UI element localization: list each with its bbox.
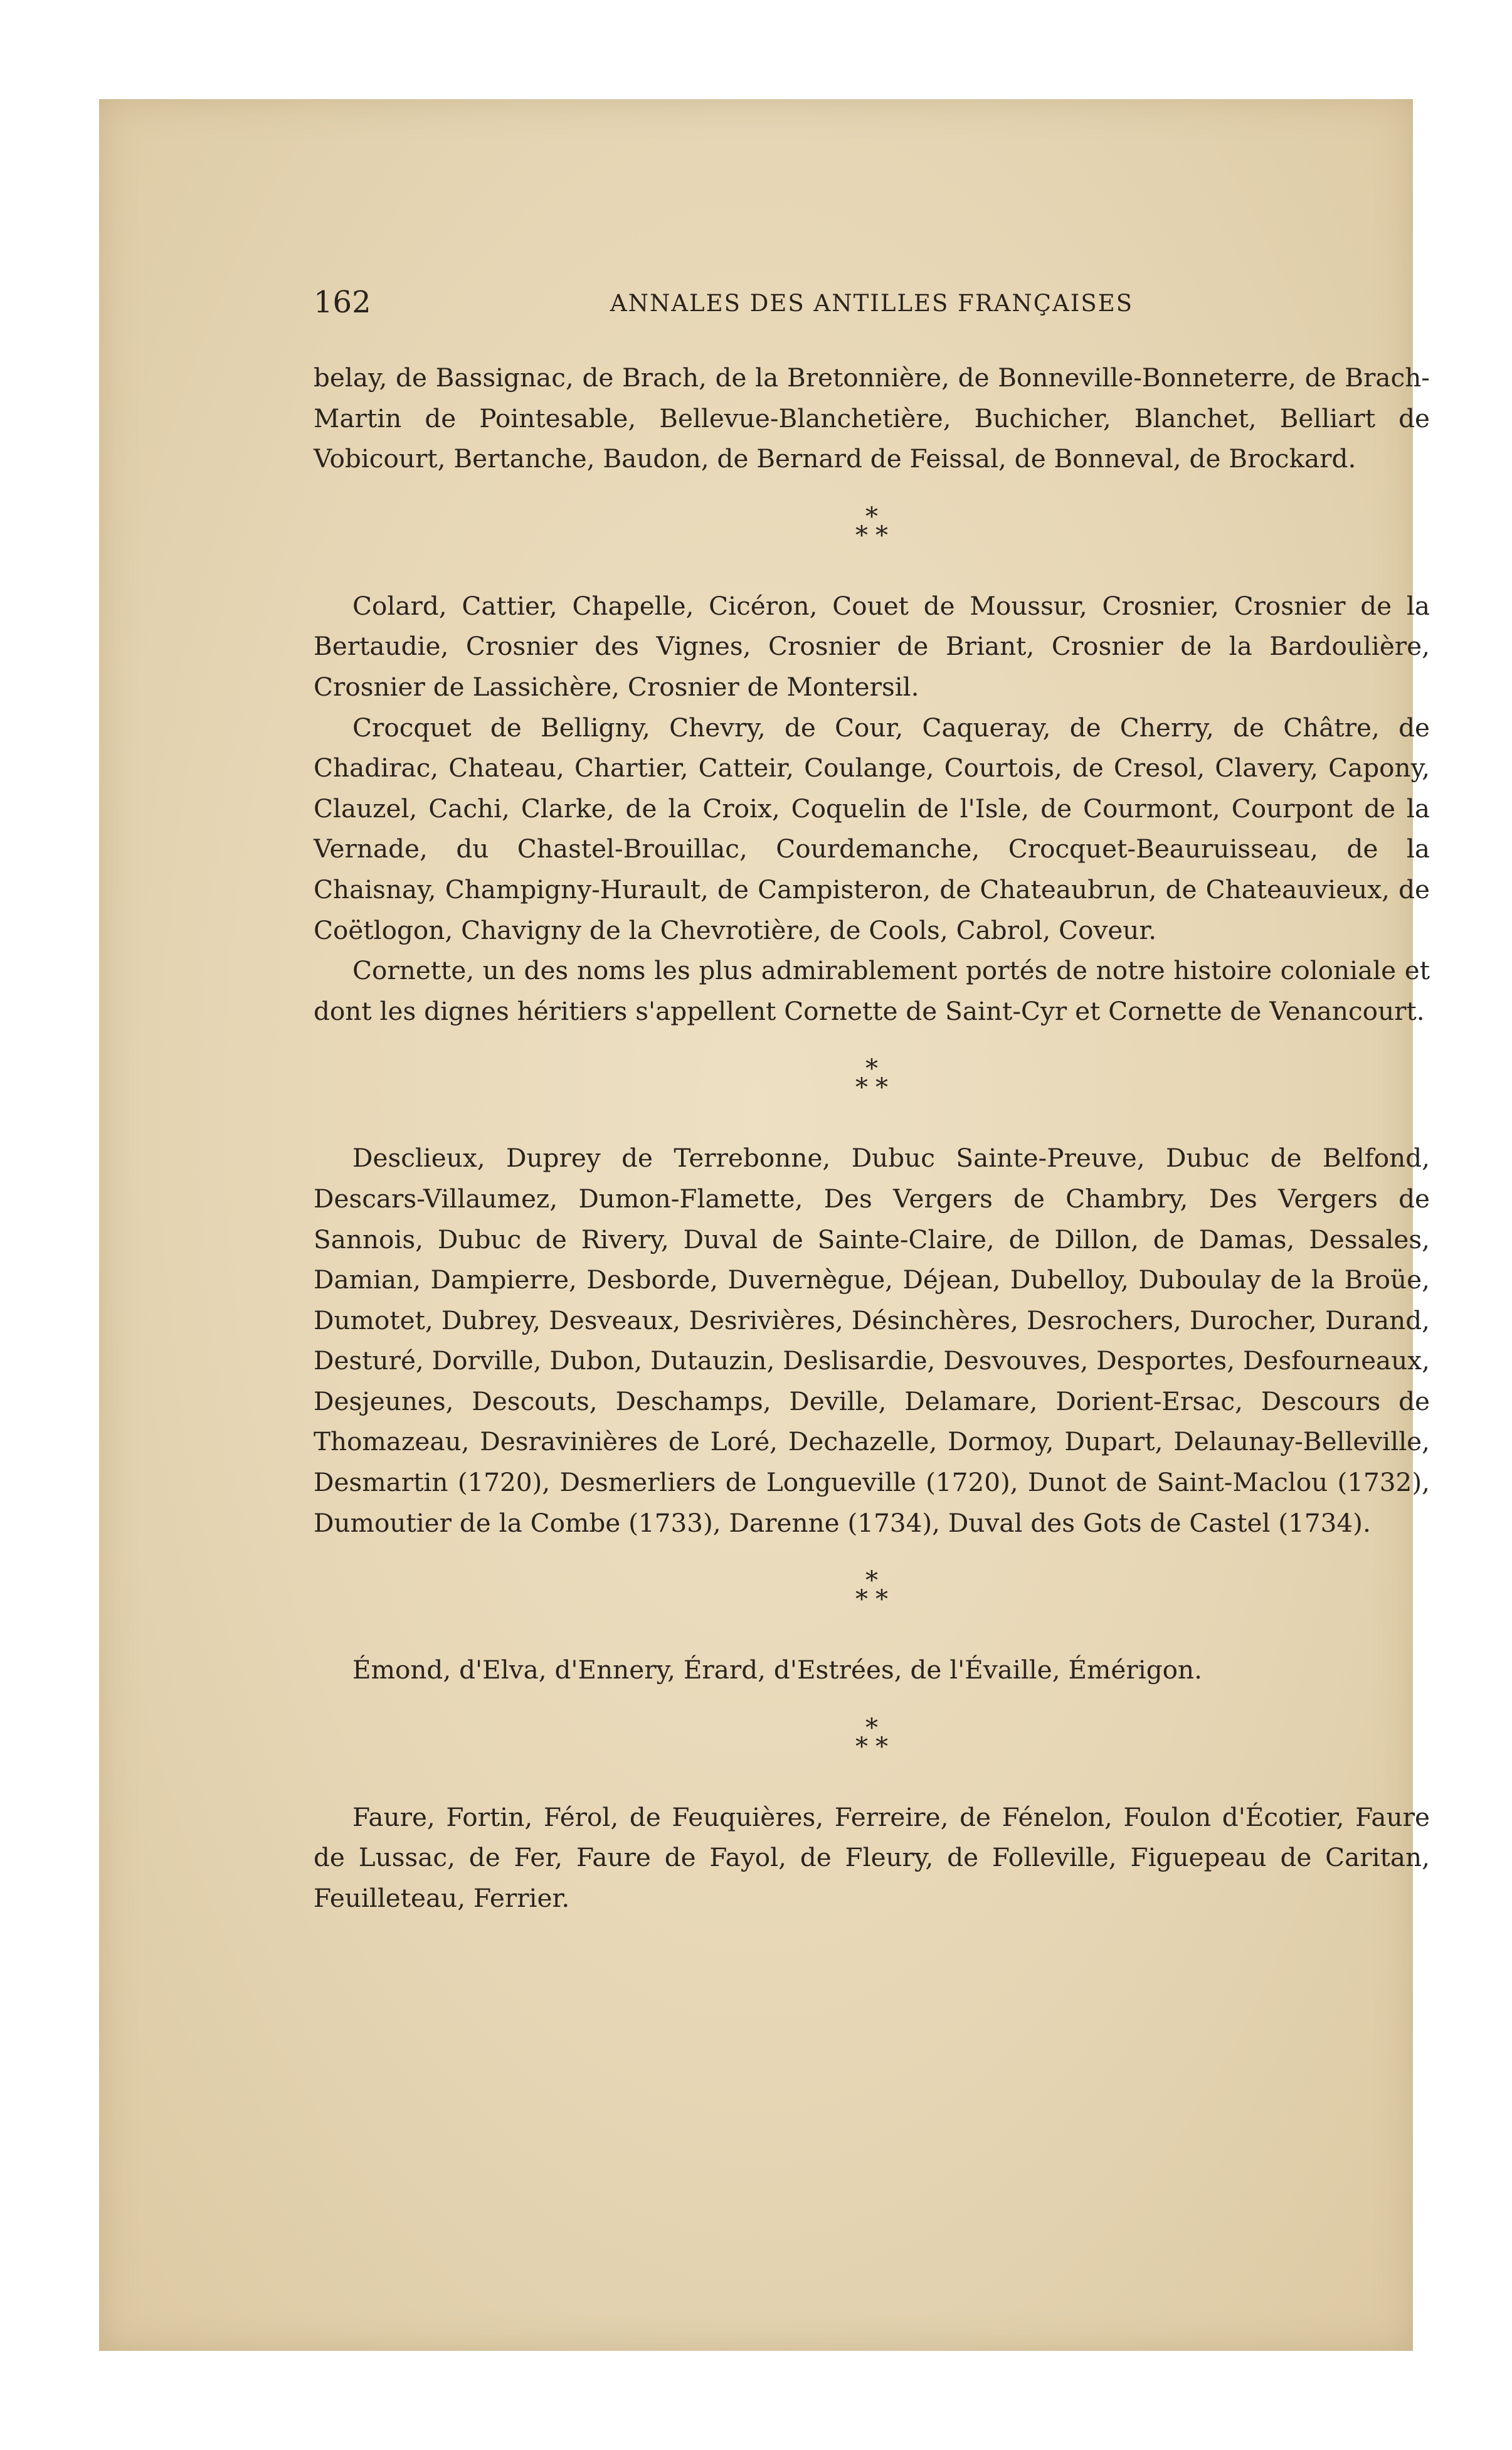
paragraph-e-emond: Émond, d'Elva, d'Ennery, Érard, d'Estrées, de l'Évaille, Émérigon. bbox=[352, 1655, 1202, 1685]
asterism-star: * bbox=[875, 1585, 888, 1615]
paragraph-c-crocquet: Crocquet de Belligny, Chevry, de Cour, Caqueray, de Cherry, de Châtre, de Chadirac, Chateau, Chartier, Catteir, Coulange, Courtois, de Cresol, Clavery, Capony, Clauzel, Cachi, Clarke, de la Croix, Coquelin de l'Isle, de Courmont, Courpont de la Vernade, du Chastel-Brouillac, Courdemanche, Crocquet-Beauruisseau, de la Chaisnay, Champigny-Hurault, de Campisteron, de Chateaubrun, de Chateauvieux, de Coëtlogon, Chavigny de la Chevrotière, de Cools, Cabrol, Coveur. bbox=[314, 712, 1430, 945]
running-title: ANNALES DES ANTILLES FRANÇAISES bbox=[610, 290, 1134, 317]
asterism-star: * bbox=[875, 1732, 888, 1761]
asterism-star: * bbox=[875, 1073, 888, 1103]
paragraph-d-desclieux: Desclieux, Duprey de Terrebonne, Dubuc Sainte-Preuve, Dubuc de Belfond, Descars-Villaumez, Dumon-Flamette, Des Vergers de Chambry, Des Vergers de Sannois, Dubuc de Rivery, Duval de Sainte-Claire, de Dillon, de Damas, Dessales, Damian, Dampierre, Desborde, Duvernègue, Déjean, Dubelloy, Duboulay de la Broüe, Dumotet, Dubrey, Desveaux, Desrivières, Désinchères, Desrochers, Durocher, Durand, Desturé, Dorville, Dubon, Dutauzin, Deslisardie, Desvouves, Desportes, Desfourneaux, Desjeunes, Descouts, Deschamps, Deville, Delamare, Dorient-Ersac, Descours de Thomazeau, Desravinières de Loré, Dechazelle, Dormoy, Dupart, Delaunay-Belleville, Desmartin (1720), Desmerliers de Longueville (1720), Dunot de Saint-Maclou (1732), Dumoutier de la Combe (1733), Darenne (1734), Duval des Gots de Castel (1734). bbox=[314, 1143, 1430, 1538]
asterism-star: * bbox=[855, 1073, 868, 1103]
asterism-star: * bbox=[865, 1713, 878, 1742]
section-separator-c bbox=[314, 479, 1430, 586]
asterism-star: * bbox=[855, 521, 868, 550]
book-page bbox=[99, 99, 1430, 2351]
asterism-star: * bbox=[855, 1732, 868, 1761]
page-text-block bbox=[314, 282, 1430, 1919]
section-separator-d bbox=[314, 1031, 1430, 1138]
page-number: 162 bbox=[314, 285, 371, 320]
paragraph-b-continuation: belay, de Bassignac, de Brach, de la Bretonnière, de Bonneville-Bonneterre, de Brach-Martin de Pointesable, Bellevue-Blanchetière, Buchicher, Blanchet, Belliart de Vobicourt, Bertanche, Baudon, de Bernard de Feissal, de Bonneval, de Brockard. bbox=[314, 363, 1430, 474]
asterism-star: * bbox=[865, 1566, 878, 1596]
asterism-star: * bbox=[875, 521, 888, 550]
section-separator-f bbox=[314, 1690, 1430, 1797]
paragraph-c-colard: Colard, Cattier, Chapelle, Cicéron, Couet de Moussur, Crosnier, Crosnier de la Bertaudie, Crosnier des Vignes, Crosnier de Briant, Crosnier de la Bardoulière, Crosnier de Lassichère, Crosnier de Montersil. bbox=[314, 590, 1430, 702]
section-separator-e bbox=[314, 1543, 1430, 1650]
paragraph-c-cornette: Cornette, un des noms les plus admirablement portés de notre histoire coloniale et dont les dignes héritiers s'appellent Cornette de Saint-Cyr et Cornette de Venancourt. bbox=[314, 955, 1430, 1026]
asterism-star: * bbox=[855, 1585, 868, 1615]
asterism-star: * bbox=[865, 502, 878, 531]
paragraph-f-faure: Faure, Fortin, Férol, de Feuquières, Ferreire, de Fénelon, Foulon d'Écotier, Faure de Lussac, de Fer, Faure de Fayol, de Fleury, de Folleville, Figuepeau de Caritan, Feuilleteau, Ferrier. bbox=[314, 1801, 1430, 1914]
running-head bbox=[314, 282, 1430, 358]
asterism-star: * bbox=[865, 1054, 878, 1084]
